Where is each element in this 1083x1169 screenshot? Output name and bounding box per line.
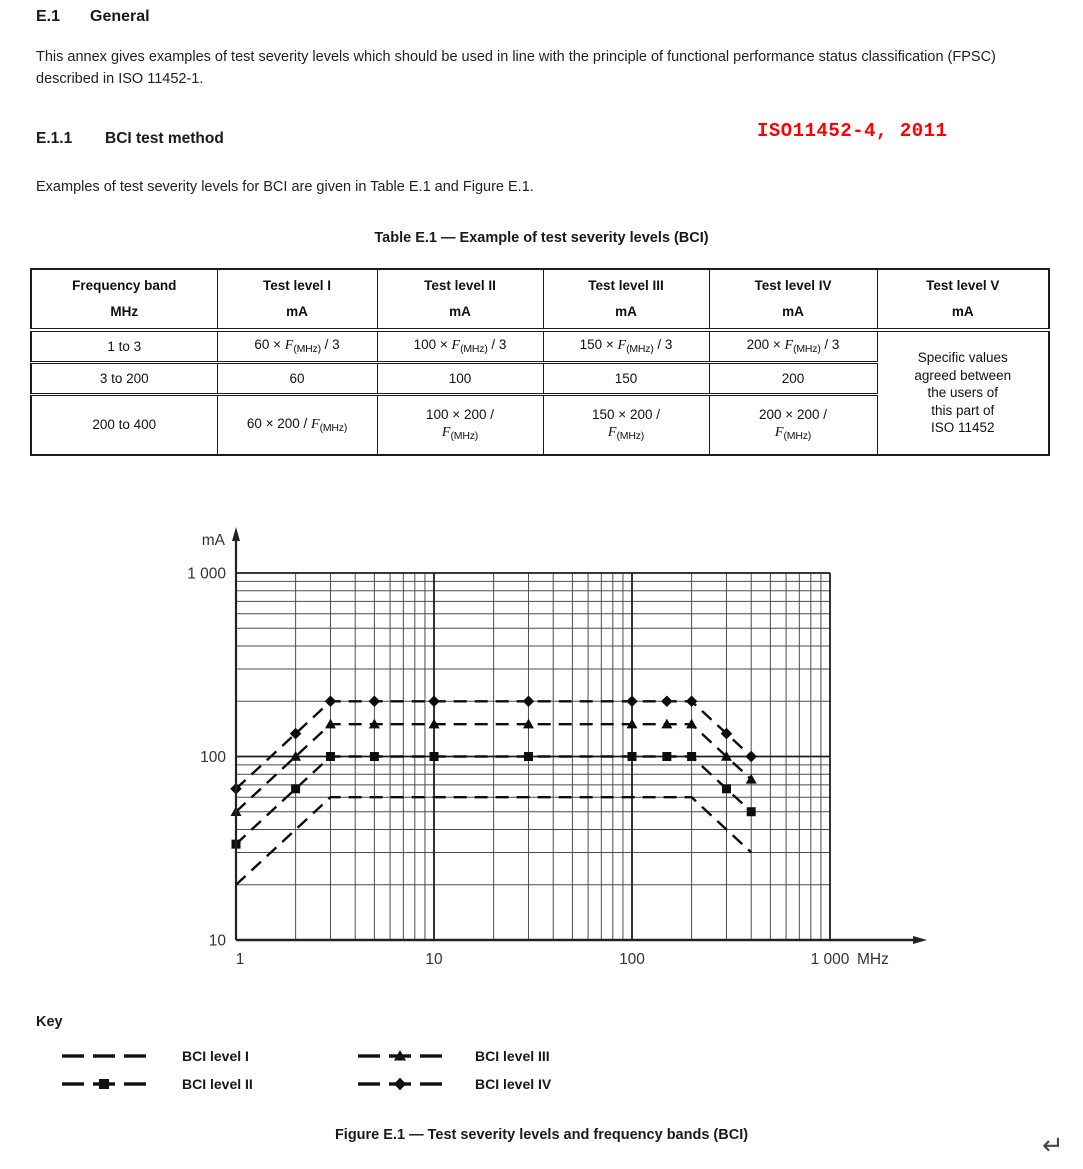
col-header-level-5: Test level V mA xyxy=(877,269,1049,330)
legend-label: BCI level I xyxy=(182,1048,249,1064)
table-title: Table E.1 — Example of test severity levels (BCI) xyxy=(374,230,709,246)
log-log-chart xyxy=(140,515,950,985)
intro-paragraph: This annex gives examples of test severity levels which should be used in line with the principle of functional performance status classification (FPSC) described in ISO 11452-1. xyxy=(36,49,996,87)
red-stamp-text: ISO11452-4, 2011 xyxy=(757,120,948,142)
band-cell: 3 to 200 xyxy=(31,363,217,395)
col-header-frequency-band: Frequency band MHz xyxy=(31,269,217,330)
svg-text:10: 10 xyxy=(425,951,443,968)
formula-cell: $100 \times F_{(MHz)} / 3$ xyxy=(377,330,543,363)
dashed-line-square-sample xyxy=(62,1076,148,1092)
formula-cell: 100 × 200 / $F_{(MHz)}$ xyxy=(377,395,543,456)
formula-cell: 100 xyxy=(377,363,543,395)
legend-item-bci-level-2 xyxy=(62,1076,253,1092)
return-mark: ↵ xyxy=(1042,1130,1064,1160)
figure-caption: Figure E.1 — Test severity levels and frequency bands (BCI) xyxy=(334,1127,749,1143)
dashed-line-sample xyxy=(62,1048,148,1064)
section-title: General xyxy=(90,8,150,25)
svg-text:100: 100 xyxy=(619,951,645,968)
section-heading-e11 xyxy=(36,130,224,148)
svg-text:1 000: 1 000 xyxy=(187,565,226,583)
formula-cell: $150 \times F_{(MHz)} / 3$ xyxy=(543,330,709,363)
legend-item-bci-level-3 xyxy=(358,1048,550,1064)
formula-cell: $60 \times 200 / F_{(MHz)}$ xyxy=(217,395,377,456)
formula-cell: $60 \times F_{(MHz)} / 3$ xyxy=(217,330,377,363)
section-title: BCI test method xyxy=(105,130,224,147)
table-e1 xyxy=(30,268,1050,456)
table-header-row xyxy=(31,269,1049,330)
band-cell: 200 to 400 xyxy=(31,395,217,456)
key-title: Key xyxy=(36,1014,63,1030)
legend-label: BCI level II xyxy=(182,1076,253,1092)
level5-note-cell: Specific values agreed between the users of this part of ISO 11452 xyxy=(877,330,1049,455)
section-number: E.1.1 xyxy=(36,130,73,147)
formula-cell: 150 × 200 / $F_{(MHz)}$ xyxy=(543,395,709,456)
formula-cell: 150 xyxy=(543,363,709,395)
col-header-level-3: Test level III mA xyxy=(543,269,709,330)
legend-label: BCI level IV xyxy=(475,1076,552,1092)
col-header-level-4: Test level IV mA xyxy=(709,269,877,330)
section-number: E.1 xyxy=(36,8,61,25)
svg-text:100: 100 xyxy=(200,749,226,766)
legend-item-bci-level-4 xyxy=(358,1076,551,1092)
formula-cell: 200 xyxy=(709,363,877,395)
table-e1-container xyxy=(30,268,1050,456)
col-header-level-1: Test level I mA xyxy=(217,269,377,330)
svg-text:mA: mA xyxy=(201,532,225,549)
band-cell: 1 to 3 xyxy=(31,330,217,363)
svg-text:1: 1 xyxy=(235,951,245,968)
dashed-line-triangle-sample xyxy=(358,1048,444,1064)
formula-cell: 60 xyxy=(217,363,377,395)
formula-cell: $200 \times F_{(MHz)} / 3$ xyxy=(709,330,877,363)
svg-text:10: 10 xyxy=(208,932,226,950)
table-row xyxy=(31,330,1049,363)
legend-label: BCI level III xyxy=(475,1048,550,1064)
svg-text:1 000: 1 000 xyxy=(810,951,850,968)
section-heading-e1 xyxy=(36,8,150,26)
examples-paragraph: Examples of test severity levels for BCI are given in Table E.1 and Figure E.1. xyxy=(36,179,534,195)
svg-text:MHz: MHz xyxy=(857,951,889,968)
figure-e1-chart xyxy=(140,515,950,985)
dashed-line-diamond-sample xyxy=(358,1076,444,1092)
legend-item-bci-level-1 xyxy=(62,1048,249,1064)
col-header-level-2: Test level II mA xyxy=(377,269,543,330)
formula-cell: 200 × 200 / $F_{(MHz)}$ xyxy=(709,395,877,456)
